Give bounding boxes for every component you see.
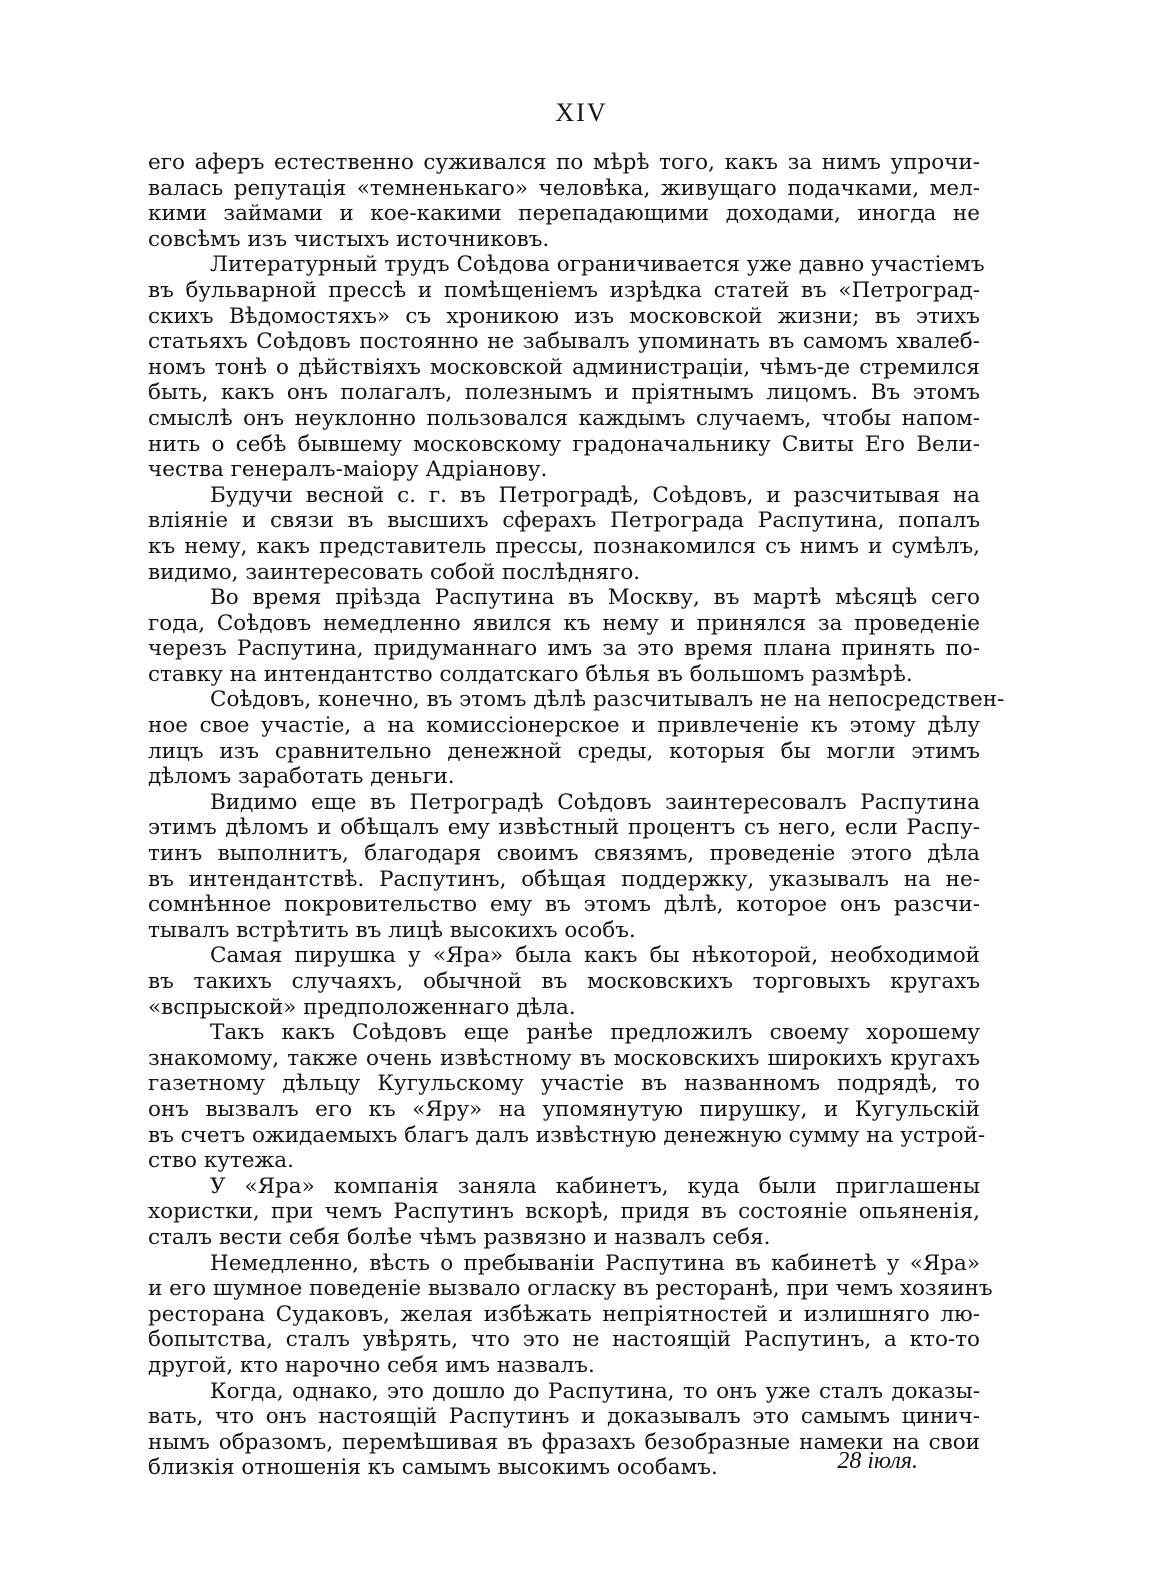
- text-line: онъ вызвалъ его къ «Яру» на упомянутую пирушку, и Кугульскій: [148, 1096, 980, 1122]
- paragraph: [148, 252, 985, 483]
- paragraph: [148, 943, 980, 1020]
- paragraph: [148, 150, 980, 252]
- text-line: ресторана Судаковъ, желая избѣжать непріятностей и излишняго лю-: [148, 1301, 980, 1327]
- text-line: этимъ дѣломъ и обѣщалъ ему извѣстный процентъ съ него, если Распу-: [148, 815, 980, 841]
- text-line: тинъ выполнитъ, благодаря своимъ связямъ, проведеніе этого дѣла: [148, 841, 980, 867]
- text-line: къ нему, какъ представитель прессы, познакомился съ нимъ и сумѣлъ,: [148, 533, 980, 559]
- text-line: вать, что онъ настоящій Распутинъ и доказывалъ это самымъ цинич-: [148, 1404, 980, 1430]
- text-line: Литературный трудъ Соѣдова ограничивается уже давно участіемъ: [210, 252, 985, 278]
- text-line: его аферъ естественно суживался по мѣрѣ того, какъ за нимъ упрочи-: [148, 150, 980, 175]
- body-text: [148, 150, 1005, 1481]
- text-line: У «Яра» компанія заняла кабинетъ, куда были приглашены: [210, 1173, 980, 1199]
- paragraph: [148, 483, 980, 585]
- text-line: въ бульварной прессѣ и помѣщеніемъ изрѣдка статей въ «Петроград-: [148, 277, 980, 303]
- page-number: XIV: [555, 98, 608, 127]
- text-line: Такъ какъ Соѣдовъ еще ранѣе предложилъ своему хорошему: [210, 1020, 980, 1046]
- text-line: знакомому, также очень извѣстному въ московскихъ широкихъ кругахъ: [148, 1045, 980, 1071]
- text-line: Когда, однако, это дошло до Распутина, то онъ уже сталъ доказы-: [210, 1378, 980, 1404]
- text-line: другой, кто нарочно себя имъ назвалъ.: [148, 1352, 595, 1378]
- text-line: ство кутежа.: [148, 1148, 294, 1174]
- text-line: совсѣмъ изъ чистыхъ источниковъ.: [148, 226, 550, 252]
- text-line: близкія отношенія къ самымъ высокимъ особамъ.: [148, 1455, 718, 1481]
- text-line: Будучи весной с. г. въ Петроградѣ, Соѣдовъ, и разсчитывая на: [210, 482, 980, 508]
- text-line: бопытства, сталъ увѣрять, что это не настоящій Распутинъ, а кто-то: [148, 1327, 980, 1353]
- text-line: Во время пріѣзда Распутина въ Москву, въ мартѣ мѣсяцѣ сего: [210, 585, 980, 611]
- text-line: ное свое участіе, а на комиссіонерское и привлеченіе къ этому дѣлу: [148, 713, 980, 739]
- text-line: года, Соѣдовъ немедленно явился къ нему и принялся за проведеніе: [148, 610, 980, 636]
- text-line: вліяніе и связи въ высшихъ сферахъ Петрограда Распутина, попалъ: [148, 508, 980, 534]
- text-line: скихъ Вѣдомостяхъ» съ хроникою изъ московской жизни; въ этихъ: [148, 303, 980, 329]
- text-line: лицъ изъ сравнительно денежной среды, которыя бы могли этимъ: [148, 738, 980, 764]
- paragraph: [148, 1020, 986, 1174]
- text-line: ставку на интендантство солдатскаго бѣлья въ большомъ размѣрѣ.: [148, 661, 913, 687]
- paragraph: [148, 1250, 993, 1379]
- text-line: нить о себѣ бывшему московскому градоначальнику Свиты Его Вели-: [148, 431, 980, 457]
- text-line: статьяхъ Соѣдовъ постоянно не забывалъ упоминать въ самомъ хвалеб-: [148, 329, 980, 355]
- text-line: валась репутація «темненькаго» человѣка, живущаго подачками, мел-: [148, 175, 980, 201]
- text-line: кими займами и кое-какими перепадающими доходами, иногда не: [148, 201, 980, 227]
- text-line: сталъ вести себя болѣе чѣмъ развязно и назвалъ себя.: [148, 1224, 771, 1250]
- text-line: быть, какъ онъ полагалъ, полезнымъ и пріятнымъ лицомъ. Въ этомъ: [148, 380, 980, 406]
- paragraph: [148, 585, 980, 687]
- paragraph: [148, 790, 980, 944]
- text-line: Соѣдовъ, конечно, въ этомъ дѣлѣ разсчитывалъ не на непосредствен-: [210, 687, 1005, 713]
- text-line: черезъ Распутина, придуманнаго имъ за это время плана принять по-: [148, 636, 980, 662]
- text-line: Немедленно, вѣсть о пребываніи Распутина въ кабинетѣ у «Яра»: [210, 1250, 980, 1276]
- text-line: Самая пирушка у «Яра» была какъ бы нѣкоторой, необходимой: [210, 943, 980, 969]
- closing-date: 28 іюля.: [837, 1448, 918, 1474]
- text-line: номъ тонѣ о дѣйствіяхъ московской администраціи, чѣмъ-де стремился: [148, 354, 980, 380]
- text-line: дѣломъ заработать деньги.: [148, 764, 455, 790]
- paragraph: [148, 687, 1005, 790]
- text-line: въ счетъ ожидаемыхъ благъ далъ извѣстную денежную сумму на устрой-: [148, 1122, 986, 1148]
- paragraph: [148, 1174, 980, 1251]
- text-line: тывалъ встрѣтить въ лицѣ высокихъ особъ.: [148, 917, 636, 943]
- text-line: смыслѣ онъ неуклонно пользовался каждымъ случаемъ, чтобы напом-: [148, 405, 980, 431]
- text-line: и его шумное поведеніе вызвало огласку въ ресторанѣ, при чемъ хозяинъ: [148, 1276, 993, 1302]
- text-line: чества генералъ-маіору Адріанову.: [148, 457, 548, 483]
- text-line: Видимо еще въ Петроградѣ Соѣдовъ заинтересовалъ Распутина: [210, 789, 980, 815]
- text-line: сомнѣнное покровительство ему въ этомъ дѣлѣ, которое онъ разсчи-: [148, 892, 980, 918]
- text-line: въ интендантствѣ. Распутинъ, обѣщая поддержку, указывалъ на не-: [148, 866, 980, 892]
- text-line: «вспрыской» предположеннаго дѣла.: [148, 994, 576, 1020]
- text-line: нымъ образомъ, перемѣшивая въ фразахъ безобразные намеки на свои: [148, 1429, 980, 1455]
- text-line: хористки, при чемъ Распутинъ вскорѣ, придя въ состояніе опьяненія,: [148, 1199, 980, 1225]
- text-line: газетному дѣльцу Кугульскому участіе въ названномъ подрядѣ, то: [148, 1071, 980, 1097]
- text-line: видимо, заинтересовать собой послѣдняго.: [148, 559, 641, 585]
- text-line: въ такихъ случаяхъ, обычной въ московскихъ торговыхъ кругахъ: [148, 969, 980, 994]
